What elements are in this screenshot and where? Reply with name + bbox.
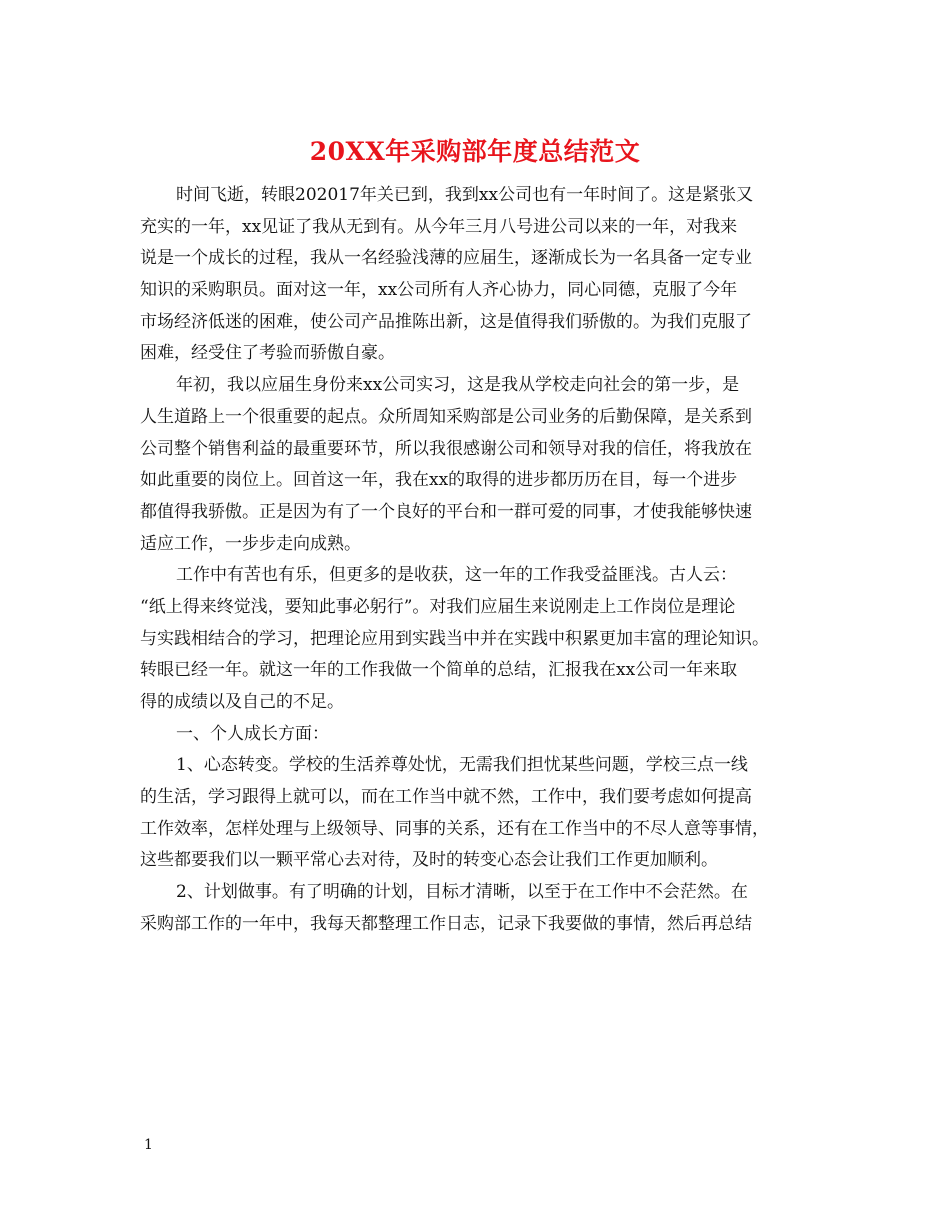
text-line: 如此重要的岗位上。回首这一年，我在xx的取得的进步都历历在目，每一个进步	[140, 470, 738, 491]
document-title: 20XX年采购部年度总结范文	[309, 137, 641, 166]
text-line: 市场经济低迷的困难，使公司产品推陈出新，这是值得我们骄傲的。为我们克服了	[140, 311, 752, 332]
text-line: 适应工作，一步步走向成熟。	[140, 533, 361, 554]
document-body	[140, 180, 812, 941]
text-line: 得的成绩以及自己的不足。	[140, 692, 344, 712]
text-line: 人生道路上一个很重要的起点。众所周知采购部是公司业务的后勤保障，是关系到	[140, 406, 752, 427]
text-line: 工作效率，怎样处理与上级领导、同事的关系，还有在工作当中的不尽人意等事情，	[140, 818, 769, 839]
text-line: 采购部工作的一年中，我每天都整理工作日志，记录下我要做的事情，然后再总结	[140, 913, 752, 934]
page-number: 1	[144, 1137, 153, 1153]
text-line: 转眼已经一年。就这一年的工作我做一个简单的总结，汇报我在xx公司一年来取	[140, 660, 738, 681]
text-line: 说是一个成长的过程，我从一名经验浅薄的应届生，逐渐成长为一名具备一定专业	[140, 248, 752, 269]
text-line: 与实践相结合的学习，把理论应用到实践当中并在实践中积累更加丰富的理论知识。	[140, 628, 769, 649]
text-line: 1、心态转变。学校的生活养尊处忧，无需我们担忧某些问题，学校三点一线	[176, 755, 748, 776]
text-line: 的生活，学习跟得上就可以，而在工作当中就不然，工作中，我们要考虑如何提高	[140, 787, 752, 808]
text-line: 年初，我以应届生身份来xx公司实习，这是我从学校走向社会的第一步，是	[176, 375, 740, 396]
text-line: 工作中有苦也有乐，但更多的是收获，这一年的工作我受益匪浅。古人云：	[176, 565, 737, 586]
text-line: 2、计划做事。有了明确的计划，目标才清晰，以至于在工作中不会茫然。在	[176, 882, 748, 903]
section-heading: 一、个人成长方面：	[176, 723, 329, 744]
text-line: 这些都要我们以一颗平常心去对待，及时的转变心态会让我们工作更加顺利。	[140, 850, 718, 871]
text-line: 时间飞逝，转眼202017年关已到，我到xx公司也有一年时间了。这是紧张又	[176, 185, 754, 205]
text-line: 充实的一年，xx见证了我从无到有。从今年三月八号进公司以来的一年，对我来	[140, 216, 738, 237]
text-line: “纸上得来终觉浅，要知此事必躬行”。对我们应届生来说刚走上工作岗位是理论	[140, 596, 736, 617]
text-line: 公司整个销售利益的最重要环节，所以我很感谢公司和领导对我的信任，将我放在	[140, 438, 752, 459]
text-line: 知识的采购职员。面对这一年，xx公司所有人齐心协力，同心同德，克服了今年	[140, 280, 738, 301]
text-line: 困难，经受住了考验而骄傲自豪。	[140, 343, 395, 364]
text-line: 都值得我骄傲。正是因为有了一个良好的平台和一群可爱的同事，才使我能够快速	[140, 501, 752, 522]
